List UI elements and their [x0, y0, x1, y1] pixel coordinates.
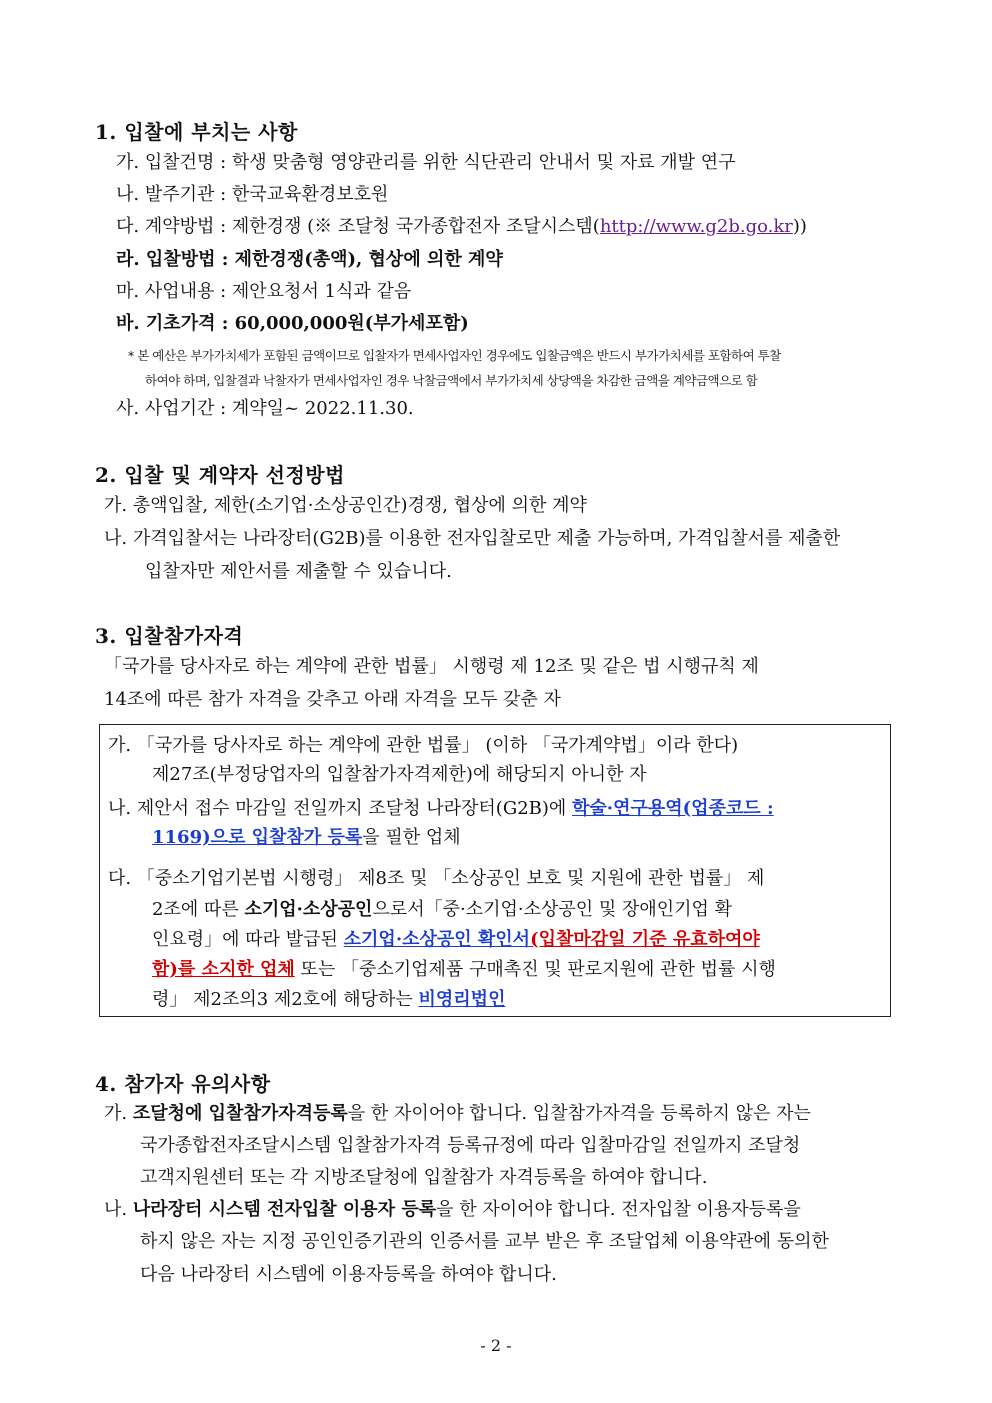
s2-item-ga: 가. 총액입찰, 제한(소기업·소상공인간)경쟁, 협상에 의한 계약	[104, 495, 587, 516]
box-da2-text: 2조에 따른	[152, 899, 245, 920]
box-da4-rest: 또는 「중소기업제품 구매촉진 및 판로지원에 관한 법률 시행	[294, 959, 776, 980]
s4-item-ga-line3: 고객지원센터 또는 각 지방조달청에 입찰참가 자격등록을 하여야 합니다.	[140, 1167, 708, 1188]
s4-item-ga-line1	[104, 1102, 811, 1126]
page-number: - 2 -	[480, 1336, 512, 1355]
box-item-ga-line2: 제27조(부정당업자의 입찰참가자격제한)에 해당되지 아니한 자	[152, 764, 647, 785]
box-da3-red: (입찰마감일 기준 유효하여야	[530, 929, 760, 950]
box-item-na-line2	[152, 826, 461, 850]
s4-item-ga-line2: 국가종합전자조달시스템 입찰참가자격 등록규정에 따라 입찰마감일 전일까지 조달청	[140, 1135, 801, 1156]
section-3-title: 3. 입찰참가자격	[95, 624, 244, 648]
s4-item-na-line1	[104, 1198, 801, 1222]
section-4-title: 4. 참가자 유의사항	[95, 1072, 271, 1096]
s4-na-bold: 나라장터 시스템 전자입찰 이용자 등록	[132, 1199, 437, 1220]
box-da3-emphasis: 소기업·소상공인 확인서	[343, 929, 531, 950]
s4-na-rest: 을 한 자이어야 합니다. 전자입찰 이용자등록을	[436, 1199, 801, 1220]
s3-intro-line1: 「국가를 당사자로 하는 계약에 관한 법률」 시행령 제 12조 및 같은 법 시행규칙 제	[104, 656, 759, 677]
s2-item-na-line1: 나. 가격입찰서는 나라장터(G2B)를 이용한 전자입찰로만 제출 가능하며, 가격입찰서를 제출한	[104, 528, 841, 549]
box-item-da-line3	[152, 928, 760, 952]
box-na-emphasis-1: 학술·연구용역(업종코드 :	[572, 798, 774, 819]
box-item-da-line5	[152, 988, 505, 1012]
section-1-title: 1. 입찰에 부치는 사항	[95, 120, 298, 144]
s1-item-na: 나. 발주기관 : 한국교육환경보호원	[116, 184, 389, 205]
s1-item-da	[116, 215, 807, 239]
box-na-emphasis-2: 1169)으로 입찰참가 등록	[152, 827, 363, 848]
s1-item-sa: 사. 사업기간 : 계약일~ 2022.11.30.	[116, 398, 414, 419]
box-na-prefix: 나. 제안서 접수 마감일 전일까지 조달청 나라장터(G2B)에	[108, 798, 573, 819]
box-da2-bold: 소기업·소상공인	[244, 899, 373, 920]
s2-item-na-line2: 입찰자만 제안서를 제출할 수 있습니다.	[145, 561, 452, 582]
s1-note-line1: * 본 예산은 부가가치세가 포함된 금액이므로 입찰자가 면세사업자인 경우에도 입찰금액은 반드시 부가가치세를 포함하여 투찰	[128, 348, 781, 363]
box-item-da-line2	[152, 898, 732, 922]
s4-item-na-line2: 하지 않은 자는 지정 공인인증기관의 인증서를 교부 받은 후 조달업체 이용약관에 동의한	[140, 1231, 829, 1252]
box-da4-red: 함)를 소지한 업체	[152, 959, 295, 980]
s1-item-ra: 라. 입찰방법 : 제한경쟁(총액), 협상에 의한 계약	[116, 249, 503, 270]
s1-item-ga: 가. 입찰건명 : 학생 맞춤형 영양관리를 위한 식단관리 안내서 및 자료 개발 연구	[116, 152, 736, 173]
s1-item-ba: 바. 기초가격 : 60,000,000원(부가세포함)	[116, 313, 469, 334]
s4-ga-prefix: 가.	[104, 1103, 133, 1124]
box-item-da-line4	[152, 958, 776, 982]
s1-note-line2: 하여야 하며, 입찰결과 낙찰자가 면세사업자인 경우 낙찰금액에서 부가가치세 상당액을 차감한 금액을 계약금액으로 함	[145, 373, 758, 388]
box-da3-text: 인요령」에 따라 발급된	[152, 929, 344, 950]
box-da5-text: 령」 제2조의3 제2호에 해당하는	[152, 989, 419, 1010]
s1-item-ma: 마. 사업내용 : 제안요청서 1식과 같음	[116, 281, 412, 302]
s3-intro-line2: 14조에 따른 참가 자격을 갖추고 아래 자격을 모두 갖춘 자	[104, 689, 561, 710]
s4-na-prefix: 나.	[104, 1199, 133, 1220]
s1-da-prefix: 다. 계약방법 : 제한경쟁 (※ 조달청 국가종합전자 조달시스템(	[116, 216, 600, 237]
g2b-link[interactable]: http://www.g2b.go.kr	[599, 216, 793, 237]
s4-item-na-line3: 다음 나라장터 시스템에 이용자등록을 하여야 합니다.	[140, 1264, 557, 1285]
section-2-title: 2. 입찰 및 계약자 선정방법	[95, 463, 345, 487]
box-item-da-line1: 다. 「중소기업기본법 시행령」 제8조 및 「소상공인 보호 및 지원에 관한 법률」 제	[108, 868, 765, 889]
box-da5-emphasis: 비영리법인	[418, 989, 506, 1010]
s4-ga-bold: 조달청에 입찰참가자격등록	[132, 1103, 348, 1124]
s4-ga-rest: 을 한 자이어야 합니다. 입찰참가자격을 등록하지 않은 자는	[347, 1103, 811, 1124]
box-da2-rest: 으로서「중·소기업·소상공인 및 장애인기업 확	[372, 899, 733, 920]
box-na-suffix: 을 필한 업체	[362, 827, 461, 848]
box-item-ga-line1: 가. 「국가를 당사자로 하는 계약에 관한 법률」 (이하 「국가계약법」이라 한다)	[108, 735, 739, 756]
box-item-na-line1	[108, 797, 774, 821]
s1-da-suffix: ))	[792, 216, 807, 237]
